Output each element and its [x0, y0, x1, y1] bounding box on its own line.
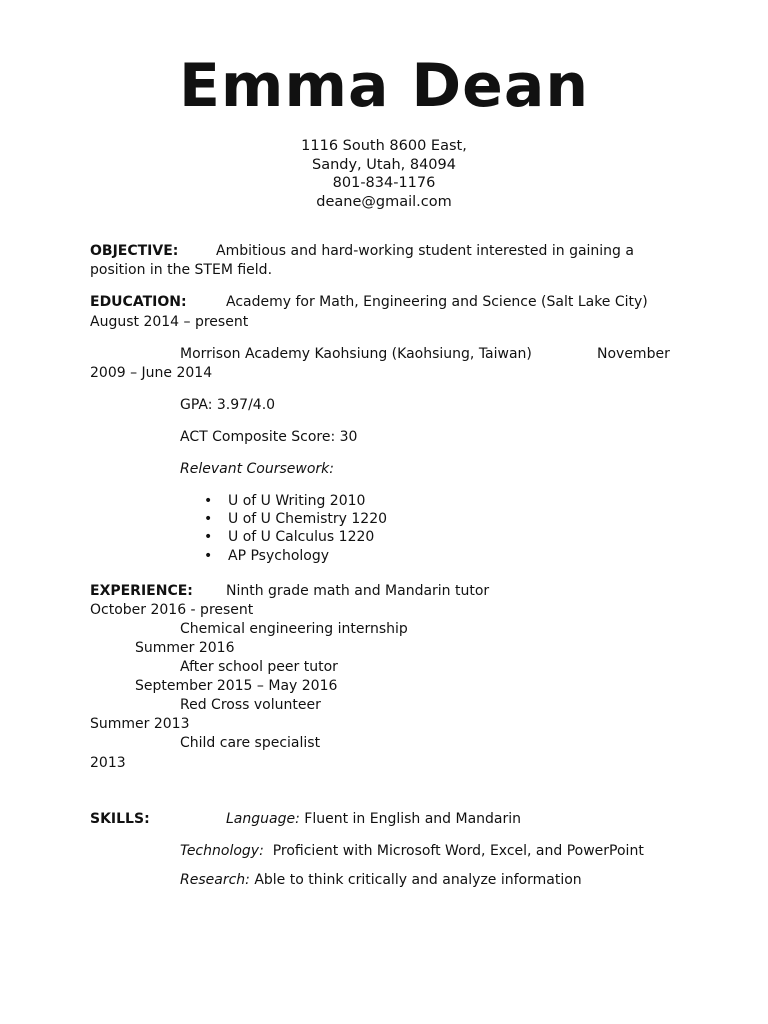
education-act-score: ACT Composite Score: 30 — [180, 429, 358, 445]
bullet-icon: • — [204, 511, 213, 528]
education-school-2-dates-part-2: 2009 – June 2014 — [90, 365, 213, 381]
education-gpa: GPA: 3.97/4.0 — [180, 397, 276, 413]
bullet-icon: • — [204, 547, 213, 564]
experience-title-3: After school peer tutor — [180, 659, 338, 675]
skills-technology-text: Proficient with Microsoft Word, Excel, and PowerPoint — [272, 843, 644, 859]
coursework-list — [204, 492, 387, 565]
course-name: U of U Calculus 1220 — [228, 529, 375, 546]
objective-text-line-1: Ambitious and hard-working student interested in gaining a — [216, 243, 634, 259]
address-line-2: Sandy, Utah, 84094 — [311, 156, 456, 173]
experience-dates-3: September 2015 – May 2016 — [135, 678, 338, 694]
list-item — [204, 492, 387, 510]
list-item — [204, 547, 387, 565]
experience-title-5: Child care specialist — [180, 735, 321, 751]
skills-research-label: Research: — [180, 872, 250, 888]
skills-language-text: Fluent in English and Mandarin — [304, 811, 522, 827]
experience-title-4: Red Cross volunteer — [180, 697, 321, 713]
experience-label: EXPERIENCE: — [90, 583, 193, 599]
experience-dates-2: Summer 2016 — [135, 640, 235, 656]
list-item — [204, 510, 387, 528]
phone-number: 801-834-1176 — [332, 175, 436, 191]
skills-label: SKILLS: — [90, 811, 150, 827]
list-item — [204, 528, 387, 546]
experience-dates-4: Summer 2013 — [90, 716, 190, 732]
experience-title-1: Ninth grade math and Mandarin tutor — [226, 583, 490, 599]
resume-name: Emma Dean — [178, 51, 590, 121]
skills-technology-label: Technology: — [180, 843, 264, 859]
experience-title-2: Chemical engineering internship — [180, 621, 408, 637]
relevant-coursework-label: Relevant Coursework: — [180, 461, 334, 477]
education-school-1: Academy for Math, Engineering and Science (Salt Lake City) — [226, 294, 648, 310]
education-school-2-dates-part-1: November — [597, 346, 670, 362]
course-name: U of U Writing 2010 — [228, 493, 366, 509]
experience-dates-1: October 2016 - present — [90, 602, 254, 618]
experience-dates-5: 2013 — [90, 755, 126, 771]
objective-label: OBJECTIVE: — [90, 243, 179, 259]
skills-language — [226, 810, 521, 828]
contact-block — [0, 137, 768, 211]
address-line-1: 1116 South 8600 East, — [301, 138, 467, 154]
objective-text-line-2: position in the STEM field. — [90, 262, 273, 278]
course-name: AP Psychology — [228, 547, 330, 564]
education-school-2: Morrison Academy Kaohsiung (Kaohsiung, Taiwan) — [180, 346, 532, 362]
skills-research — [180, 871, 582, 889]
skills-research-text: Able to think critically and analyze information — [254, 872, 582, 888]
education-school-1-dates: August 2014 – present — [90, 314, 249, 330]
bullet-icon: • — [204, 529, 213, 546]
email-address: deane@gmail.com — [316, 193, 452, 210]
skills-technology — [180, 842, 644, 860]
bullet-icon: • — [204, 493, 213, 509]
course-name: U of U Chemistry 1220 — [228, 511, 388, 528]
education-label: EDUCATION: — [90, 294, 187, 310]
skills-language-label: Language: — [226, 811, 300, 827]
